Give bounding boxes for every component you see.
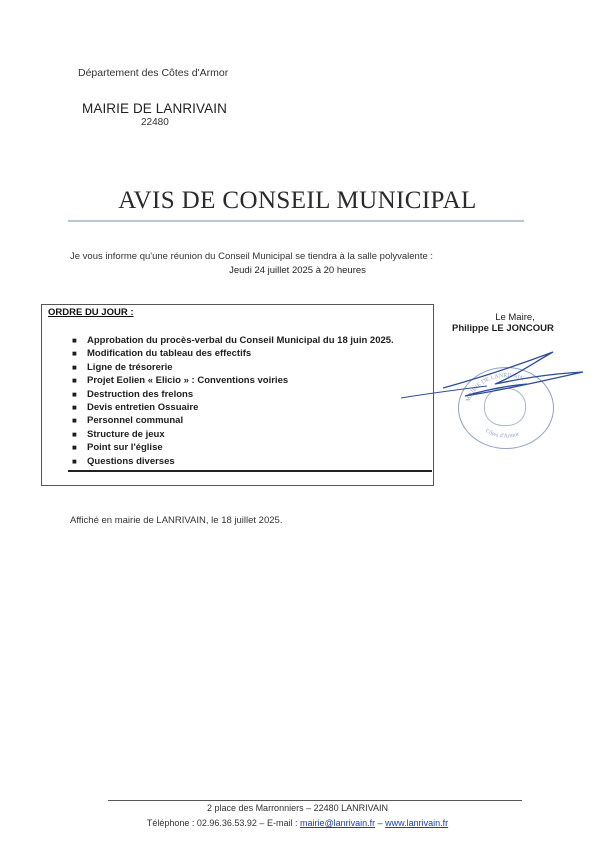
bullet-icon: ■ [72,416,77,426]
agenda-item: ■ Destruction des frelons [72,388,194,400]
bullet-icon: ■ [72,429,77,439]
meeting-date: Jeudi 24 juillet 2025 à 20 heures [229,265,366,276]
agenda-item: ■ Devis entretien Ossuaire [72,401,199,413]
agenda-item: ■ Point sur l'église [72,442,163,454]
agenda-item: ■ Structure de jeux [72,428,165,440]
footer-phone: Téléphone : 02.96.36.53.92 – E-mail : [146,818,300,828]
footer-address: 2 place des Marronniers – 22480 LANRIVAIN [207,803,388,813]
postal-code: 22480 [141,117,169,128]
email-link[interactable]: mairie@lanrivain.fr [299,818,376,828]
agenda-bottom-rule [68,470,432,472]
bullet-icon: ■ [72,402,77,412]
bullet-icon: ■ [72,336,77,345]
website-link[interactable]: www.lanrivain.fr [385,818,449,828]
footer-divider [108,800,522,801]
signer-role: Le Maire, [495,312,535,323]
bullet-icon: ■ [72,389,77,399]
page-title: AVIS DE CONSEIL MUNICIPAL [118,187,477,214]
mairie-name: MAIRIE DE LANRIVAIN [82,101,227,116]
svg-text:MAIRIE DE LANRIVAIN: MAIRIE DE LANRIVAIN [465,372,525,403]
intro-text: Je vous informe qu'une réunion du Conseil Municipal se tiendra à la salle polyvalente : [70,251,434,262]
agenda-item: ■ Projet Eolien « Elicio » : Conventions voiries [72,375,289,387]
bullet-icon: ■ [72,443,77,453]
agenda-item: ■ Personnel communal [72,415,184,427]
footer-separator: – [375,818,386,828]
bullet-icon: ■ [72,456,77,466]
department-label: Département des Côtes d'Armor [78,67,229,79]
bullet-icon: ■ [72,376,77,386]
agenda-item: ■ Ligne de trésorerie [72,361,173,373]
title-divider [68,220,524,222]
agenda-heading: ORDRE DU JOUR : [48,307,134,318]
agenda-item: ■ Questions diverses [72,455,175,467]
signer-name: Philippe LE JONCOUR [452,323,554,334]
posted-notice: Affiché en mairie de LANRIVAIN, le 18 juillet 2025. [70,515,283,526]
svg-text:Côtes d'Armor: Côtes d'Armor [484,428,520,440]
agenda-item: ■ Modification du tableau des effectifs [72,348,252,360]
bullet-icon: ■ [72,362,77,372]
footer-contact [0,818,595,828]
signature-icon [395,340,595,410]
bullet-icon: ■ [72,349,77,359]
agenda-item: ■ Approbation du procès-verbal du Conseil Municipal du 18 juin 2025. [72,335,394,346]
agenda-list [72,334,394,468]
